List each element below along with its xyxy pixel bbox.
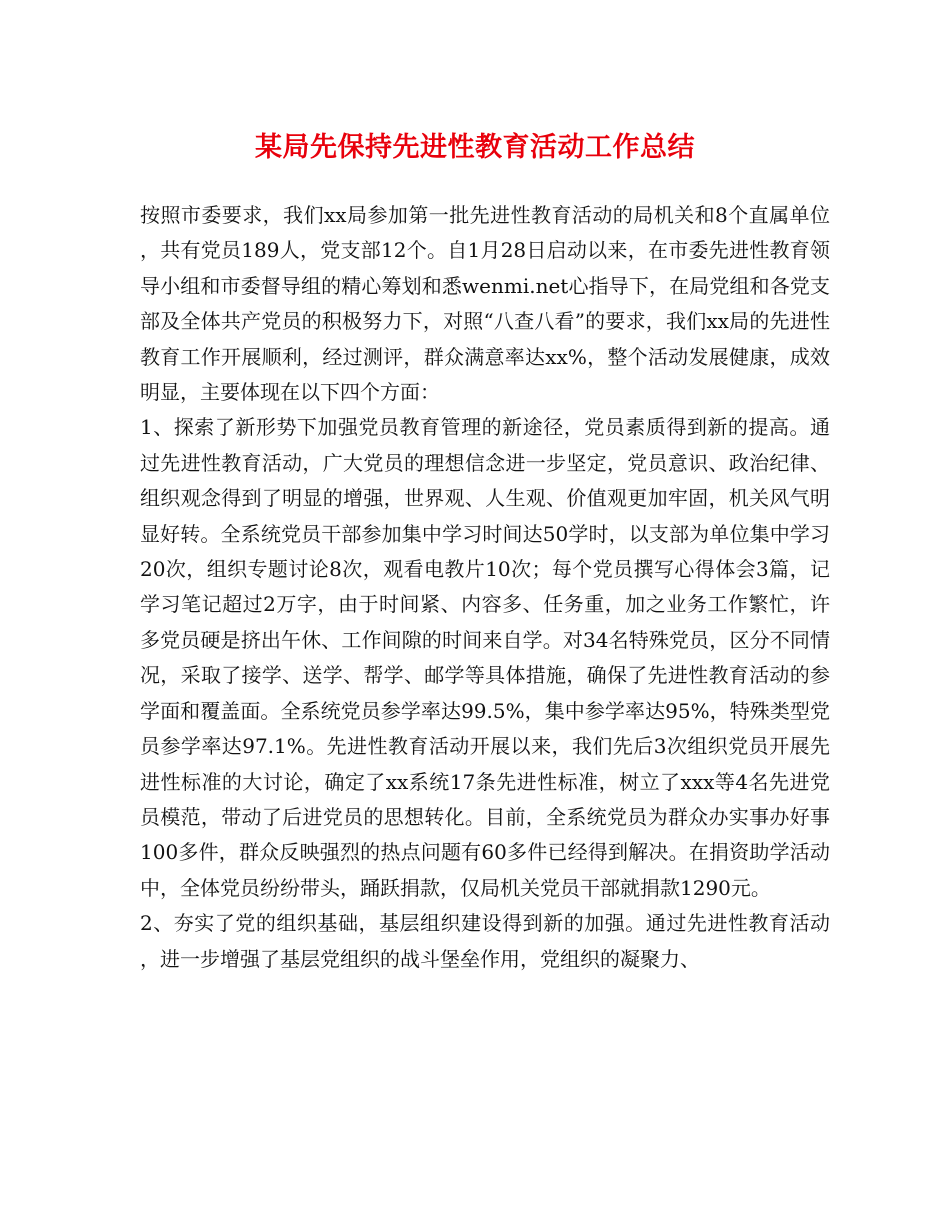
document-body [140,198,830,977]
paragraph-section-2: 2、夯实了党的组织基础，基层组织建设得到新的加强。通过先进性教育活动，进一步增强了基层党组织的战斗堡垒作用，党组织的凝聚力、 [140,911,830,971]
paragraph-section-1: 1、探索了新形势下加强党员教育管理的新途径，党员素质得到新的提高。通过先进性教育活动，广大党员的理想信念进一步坚定，党员意识、政治纪律、组织观念得到了明显的增强，世界观、人生观、价值观更加牢固，机关风气明显好转。全系统党员干部参加集中学习时间达50学时，以支部为单位集中学习20次，组织专题讨论8次，观看电教片10次；每个党员撰写心得体会3篇，记学习笔记超过2万字，由于时间紧、内容多、任务重，加之业务工作繁忙，许多党员硬是挤出午休、工作间隙的时间来自学。对34名特殊党员，区分不同情况，采取了接学、送学、帮学、邮学等具体措施，确保了先进性教育活动的参学面和覆盖面。全系统党员参学率达99.5%，集中参学率达95%，特殊类型党员参学率达97.1%。先进性教育活动开展以来，我们先后3次组织党员开展先进性标准的大讨论，确定了xx系统17条先进性标准，树立了xxx等4名先进党员模范，带动了后进党员的思想转化。目前，全系统党员为群众办实事办好事100多件，群众反映强烈的热点问题有60多件已经得到解决。在捐资助学活动中，全体党员纷纷带头，踊跃捐款，仅局机关党员干部就捐款1290元。 [140,415,830,900]
paragraph-intro: 按照市委要求，我们xx局参加第一批先进性教育活动的局机关和8个直属单位，共有党员189人，党支部12个。自1月28日启动以来，在市委先进性教育领导小组和市委督导组的精心筹划和悉wenmi.net心指导下，在局党组和各党支部及全体共产党员的积极努力下，对照“八查八看”的要求，我们xx局的先进性教育工作开展顺利，经过测评，群众满意率达xx%，整个活动发展健康，成效明显，主要体现在以下四个方面： [140,203,830,405]
document-title: 某局先保持先进性教育活动工作总结 [255,132,695,163]
